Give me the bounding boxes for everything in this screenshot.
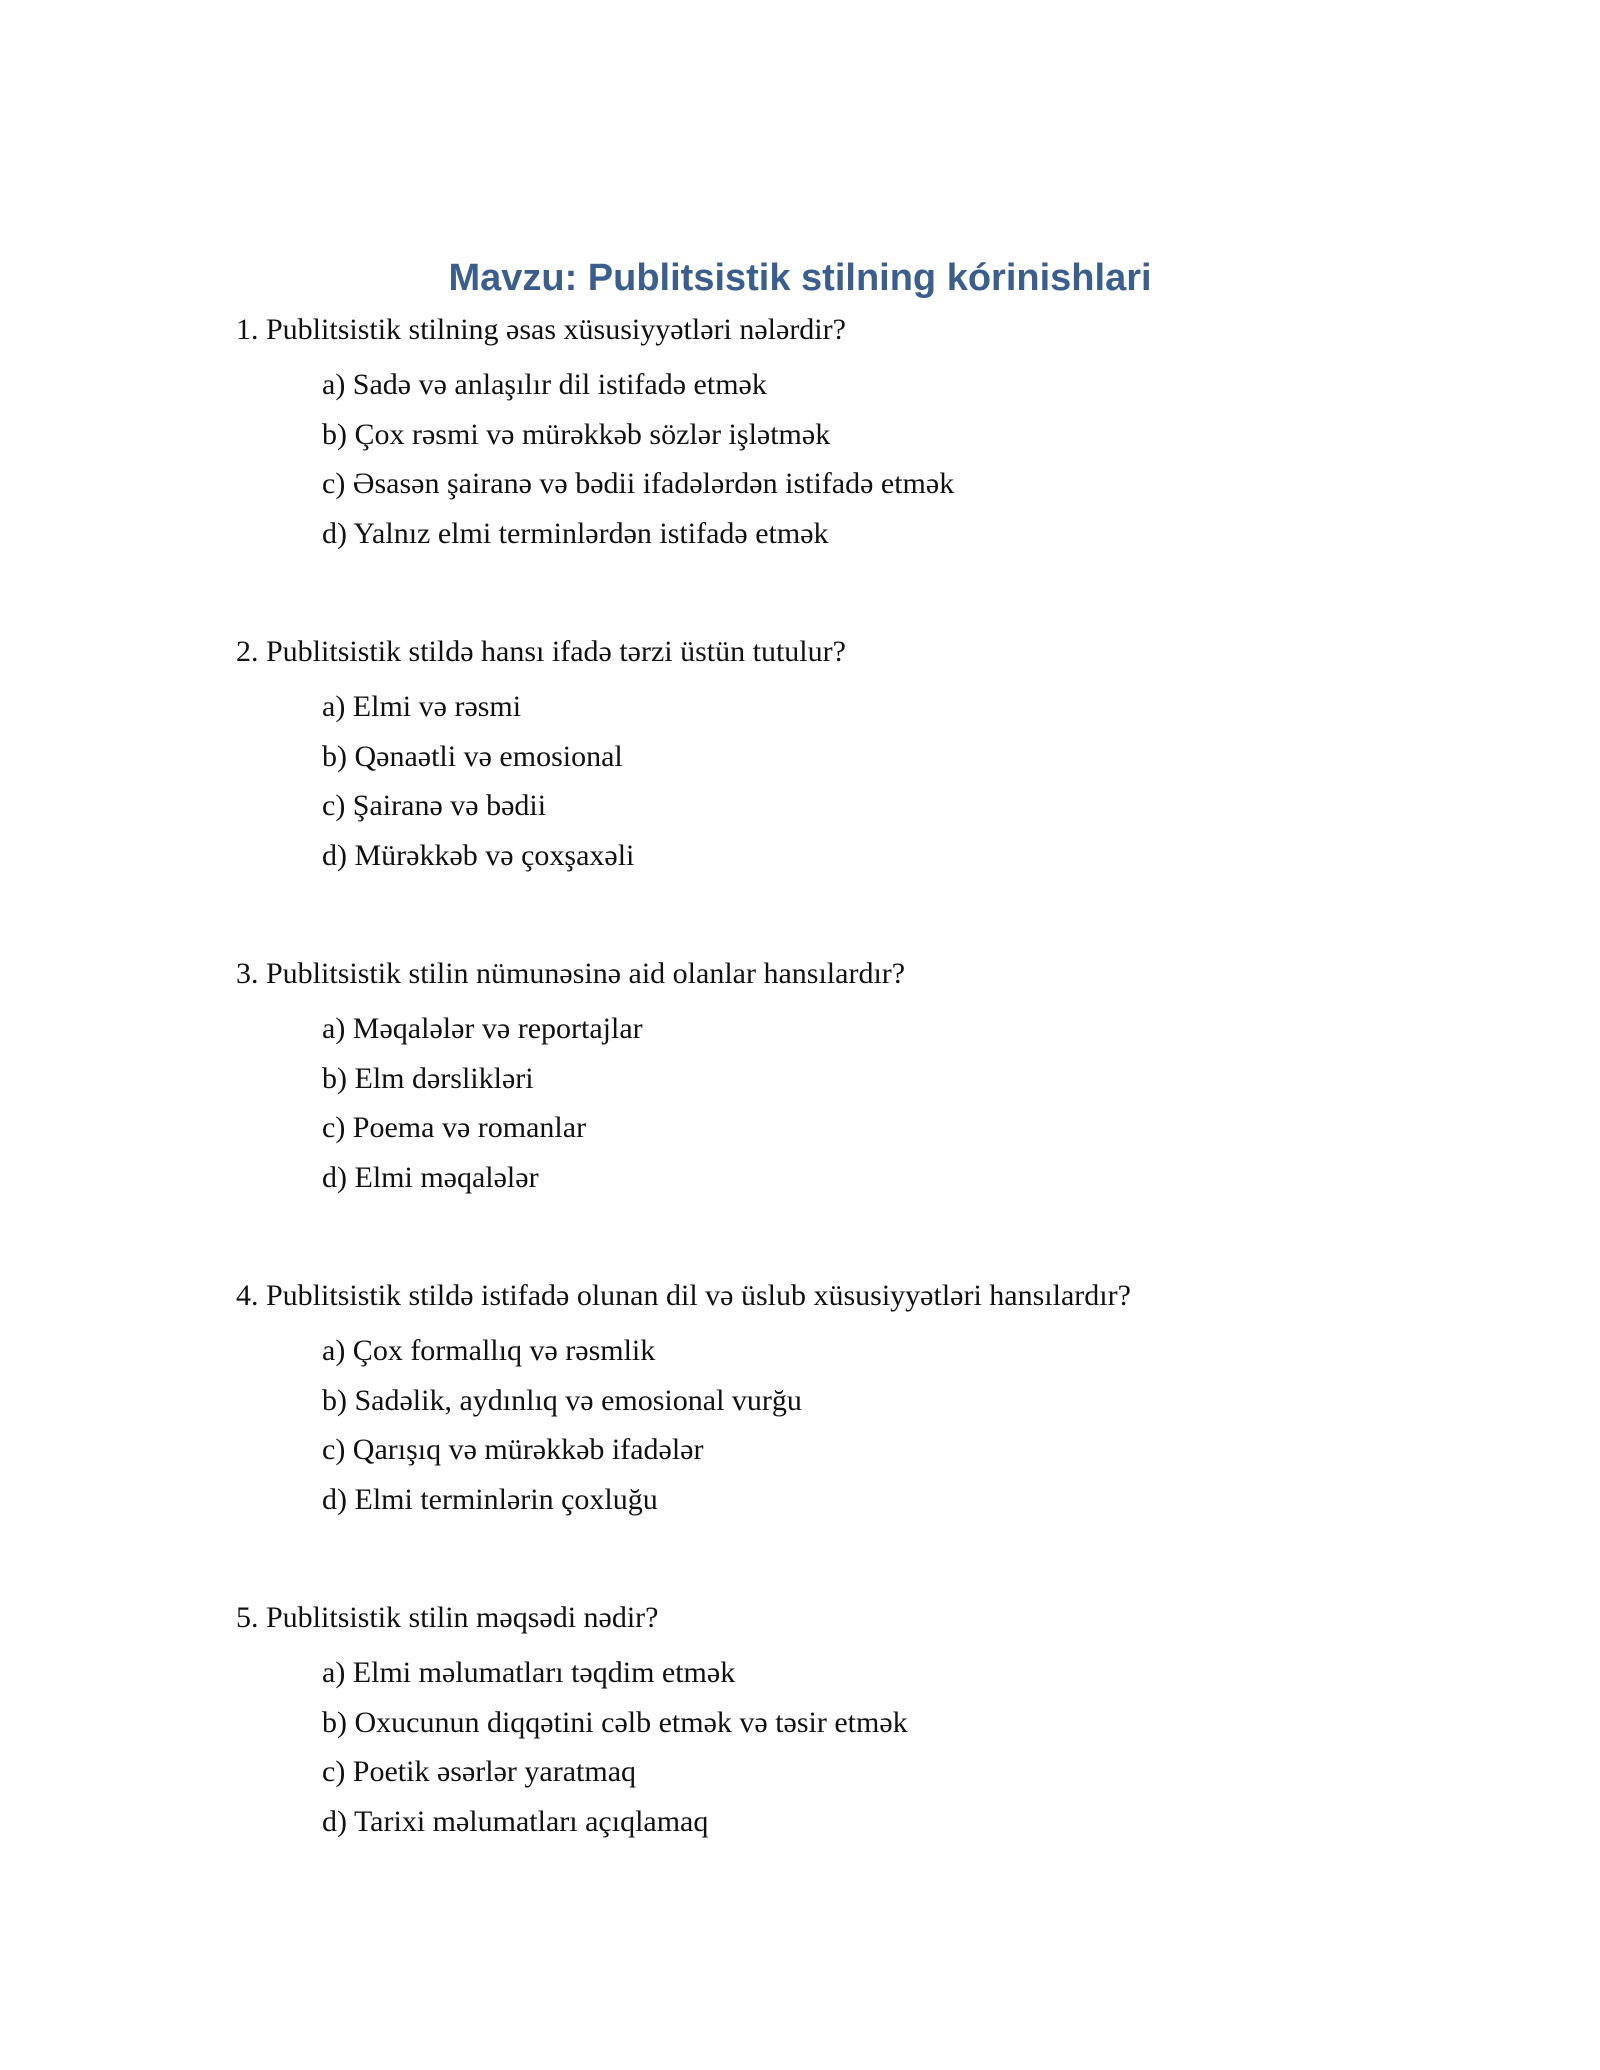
answer-options [236, 1648, 1536, 1846]
question-item [236, 1588, 1536, 1910]
question-item [236, 1266, 1536, 1588]
answer-option: a) Sadə və anlaşılır dil istifadə etmək [322, 368, 767, 401]
answer-option: d) Yalnız elmi terminlərdən istifadə etmək [322, 516, 829, 550]
answer-option: b) Elm dərslikləri [322, 1061, 534, 1095]
question-text: 5. Publitsistik stilin məqsədi nədir? [236, 1601, 659, 1634]
question-text: 4. Publitsistik stildə istifadə olunan dil və üslub xüsusiyyətləri hansılardır? [236, 1279, 1131, 1312]
answer-option: d) Elmi terminlərin çoxluğu [322, 1482, 658, 1516]
question-text: 1. Publitsistik stilning əsas xüsusiyyətləri nələrdir? [236, 313, 846, 346]
answer-option: d) Mürəkkəb və çoxşaxəli [322, 838, 635, 872]
question-item [236, 300, 1536, 622]
answer-options [236, 1004, 1536, 1202]
answer-option: c) Poetik əsərlər yaratmaq [322, 1755, 637, 1788]
answer-option: d) Tarixi məlumatları açıqlamaq [322, 1804, 709, 1838]
answer-option: a) Elmi və rəsmi [322, 690, 522, 723]
answer-option: c) Əsasən şairanə və bədii ifadələrdən istifadə etmək [322, 467, 955, 500]
answer-option: b) Çox rəsmi və mürəkkəb sözlər işlətmək [322, 417, 831, 451]
question-item [236, 622, 1536, 944]
page-title: Mavzu: Publitsistik stilning kórinishlari [448, 257, 1152, 299]
answer-option: d) Elmi məqalələr [322, 1160, 539, 1194]
answer-option: a) Çox formallıq və rəsmlik [322, 1334, 656, 1367]
question-list [236, 300, 1536, 1910]
answer-options [236, 1326, 1536, 1524]
answer-option: c) Qarışıq və mürəkkəb ifadələr [322, 1433, 704, 1466]
answer-option: b) Sadəlik, aydınlıq və emosional vurğu [322, 1383, 802, 1417]
answer-option: a) Məqalələr və reportajlar [322, 1012, 643, 1045]
answer-option: b) Qənaətli və emosional [322, 739, 623, 773]
question-item [236, 944, 1536, 1266]
answer-option: c) Poema və romanlar [322, 1111, 587, 1144]
answer-option: b) Oxucunun diqqətini cəlb etmək və təsir etmək [322, 1705, 908, 1739]
answer-options [236, 360, 1536, 558]
answer-option: c) Şairanə və bədii [322, 789, 547, 822]
answer-option: a) Elmi məlumatları təqdim etmək [322, 1656, 736, 1689]
question-text: 3. Publitsistik stilin nümunəsinə aid olanlar hansılardır? [236, 957, 906, 990]
question-text: 2. Publitsistik stildə hansı ifadə tərzi üstün tutulur? [236, 635, 846, 668]
answer-options [236, 682, 1536, 880]
